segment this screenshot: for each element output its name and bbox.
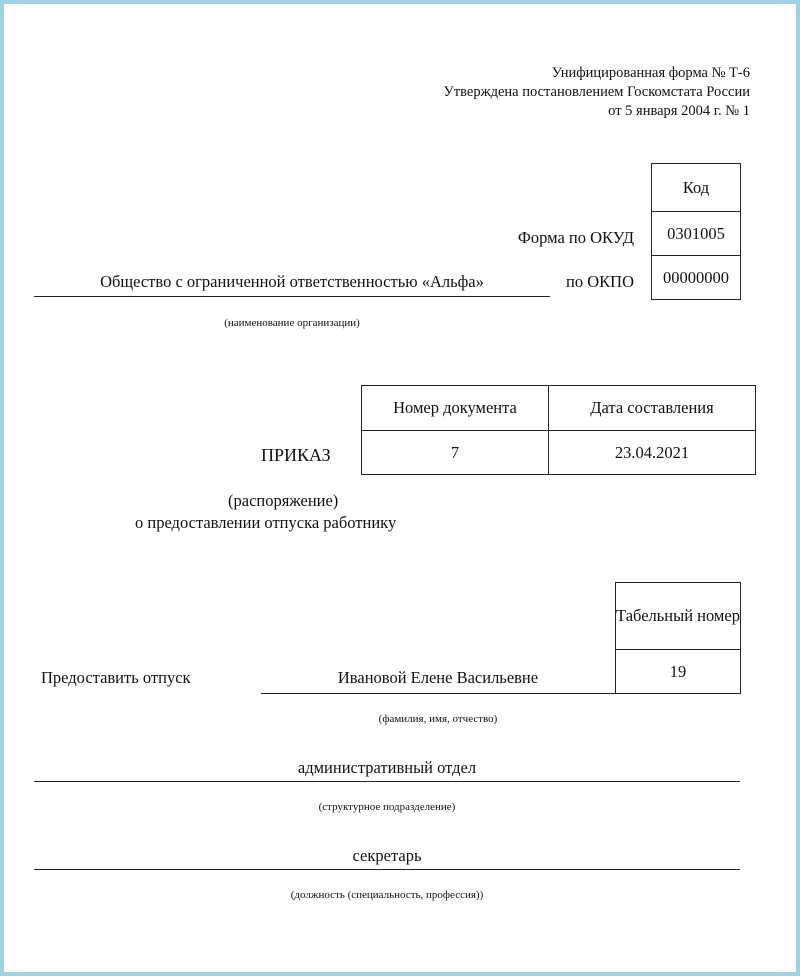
employee-name-caption: (фамилия, имя, отчество) [378, 713, 498, 725]
code-header: Код [652, 164, 741, 212]
order-table [361, 385, 756, 475]
form-header-line-3: от 5 января 2004 г. № 1 [608, 103, 750, 119]
order-title: ПРИКАЗ [261, 445, 331, 465]
department-underline [34, 781, 740, 782]
grant-leave-label: Предоставить отпуск [41, 668, 191, 687]
organization-caption: (наименование организации) [224, 317, 360, 329]
employee-name-underline [261, 693, 615, 694]
codes-table [651, 163, 741, 300]
form-header-line-1: Унифицированная форма № Т-6 [551, 65, 750, 81]
organization-underline [34, 296, 550, 297]
okud-value: 0301005 [652, 212, 741, 256]
position-underline [34, 869, 740, 870]
doc-number-header: Номер документа [362, 386, 549, 431]
okpo-label: по ОКПО [566, 272, 634, 291]
organization-name: Общество с ограниченной ответственностью «Альфа» [100, 272, 484, 291]
date-value: 23.04.2021 [549, 431, 756, 475]
tab-number-header: Табельный номер [616, 583, 741, 650]
okud-label: Форма по ОКУД [517, 228, 634, 247]
tab-number-table [615, 582, 741, 694]
tab-number-value: 19 [616, 650, 741, 694]
order-subtitle-2: о предоставлении отпуска работнику [135, 513, 397, 532]
employee-name: Ивановой Елене Васильевне [337, 668, 539, 687]
order-subtitle-1: (распоряжение) [228, 491, 339, 510]
position-name: секретарь [352, 846, 422, 865]
date-header: Дата составления [549, 386, 756, 431]
doc-number-value: 7 [362, 431, 549, 475]
department-caption: (структурное подразделение) [318, 801, 456, 813]
department-name: административный отдел [297, 758, 477, 777]
okpo-value: 00000000 [652, 256, 741, 300]
form-header-line-2: Утверждена постановлением Госкомстата России [443, 84, 750, 100]
position-caption: (должность (специальность, профессия)) [290, 889, 484, 901]
